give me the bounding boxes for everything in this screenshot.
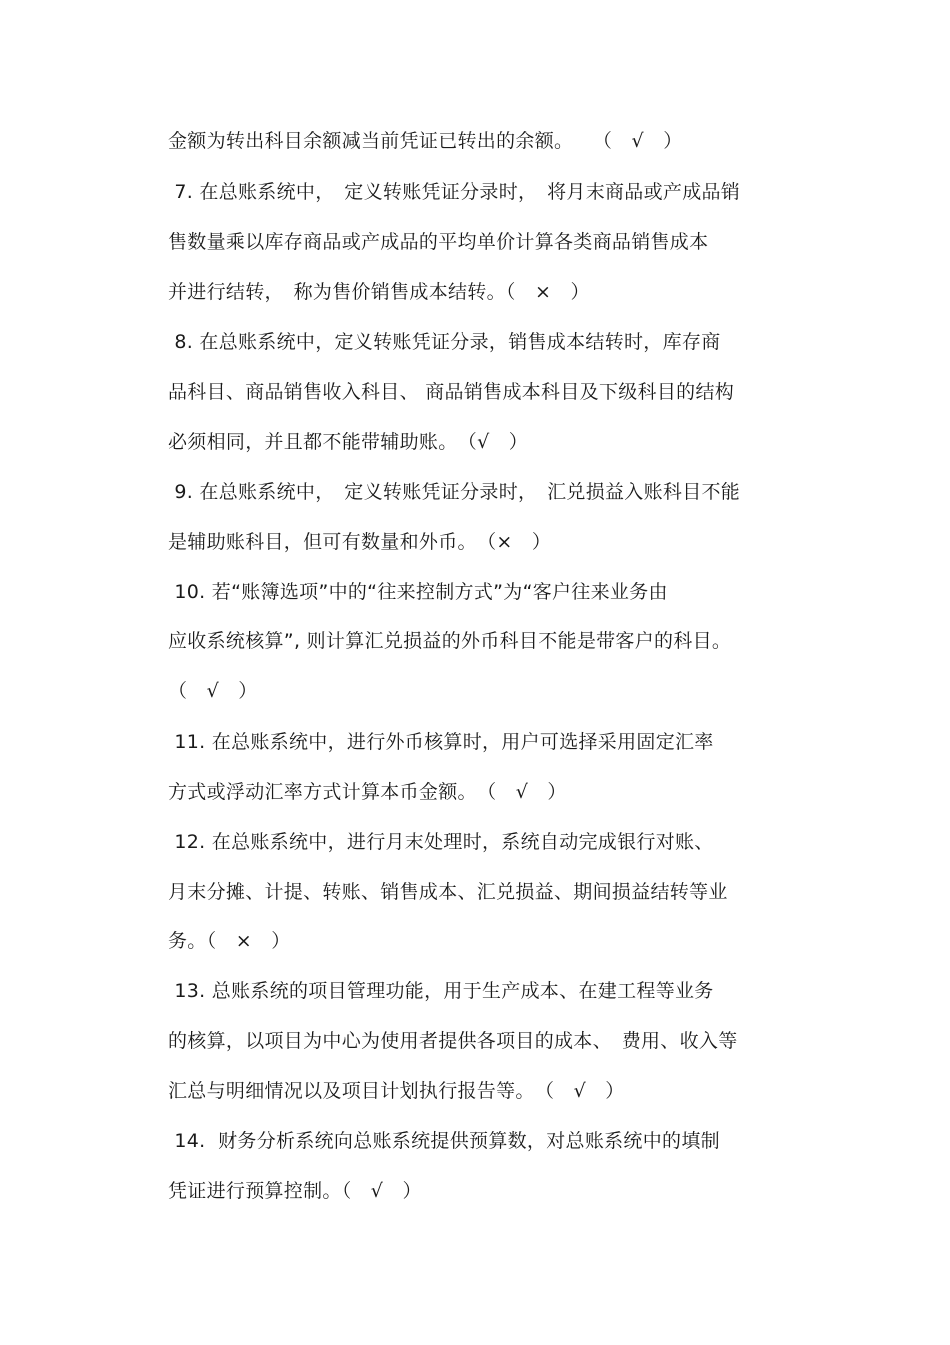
question-12-line: 12. 在总账系统中，进行月末处理时，系统自动完成银行对账、 bbox=[168, 831, 714, 853]
text-line: 是辅助账科目，但可有数量和外币。 （× ） bbox=[168, 531, 552, 553]
question-9-line: 9. 在总账系统中， 定义转账凭证分录时， 汇兑损益入账科目不能 bbox=[168, 481, 741, 503]
text-line: 凭证进行预算控制。（ √ ） bbox=[168, 1180, 422, 1202]
text-line: 金额为转出科目余额减当前凭证已转出的余额。 （ √ ） bbox=[168, 130, 683, 152]
text-line: 并进行结转， 称为售价销售成本结转。（ × ） bbox=[168, 281, 590, 303]
text-line: 月末分摊、计提、转账、销售成本、汇兑损益、期间损益结转等业 bbox=[168, 881, 728, 903]
text-line: 的核算，以项目为中心为使用者提供各项目的成本、 费用、收入等 bbox=[168, 1030, 738, 1052]
text-line: 品科目、商品销售收入科目、 商品销售成本科目及下级科目的结构 bbox=[168, 381, 735, 403]
text-line: 汇总与明细情况以及项目计划执行报告等。 （ √ ） bbox=[168, 1080, 625, 1102]
text-line: 应收系统核算”, 则计算汇兑损益的外币科目不能是带客户的科目。 bbox=[168, 630, 732, 652]
question-13-line: 13. 总账系统的项目管理功能，用于生产成本、在建工程等业务 bbox=[168, 980, 714, 1002]
text-line: （ √ ） bbox=[168, 680, 258, 702]
text-line: 方式或浮动汇率方式计算本币金额。 （ √ ） bbox=[168, 781, 567, 803]
text-line: 售数量乘以库存商品或产成品的平均单价计算各类商品销售成本 bbox=[168, 231, 709, 253]
question-11-line: 11. 在总账系统中，进行外币核算时，用户可选择采用固定汇率 bbox=[168, 731, 714, 753]
text-line: 必须相同，并且都不能带辅助账。 （√ ） bbox=[168, 431, 529, 453]
question-8-line: 8. 在总账系统中，定义转账凭证分录，销售成本结转时，库存商 bbox=[168, 331, 721, 353]
text-line: 务。（ × ） bbox=[168, 930, 291, 952]
question-10-line: 10. 若“账簿选项”中的“往来控制方式”为“客户往来业务由 bbox=[168, 581, 668, 603]
question-7-line: 7. 在总账系统中， 定义转账凭证分录时， 将月末商品或产成品销 bbox=[168, 181, 741, 203]
question-14-line: 14. 财务分析系统向总账系统提供预算数，对总账系统中的填制 bbox=[168, 1130, 720, 1152]
